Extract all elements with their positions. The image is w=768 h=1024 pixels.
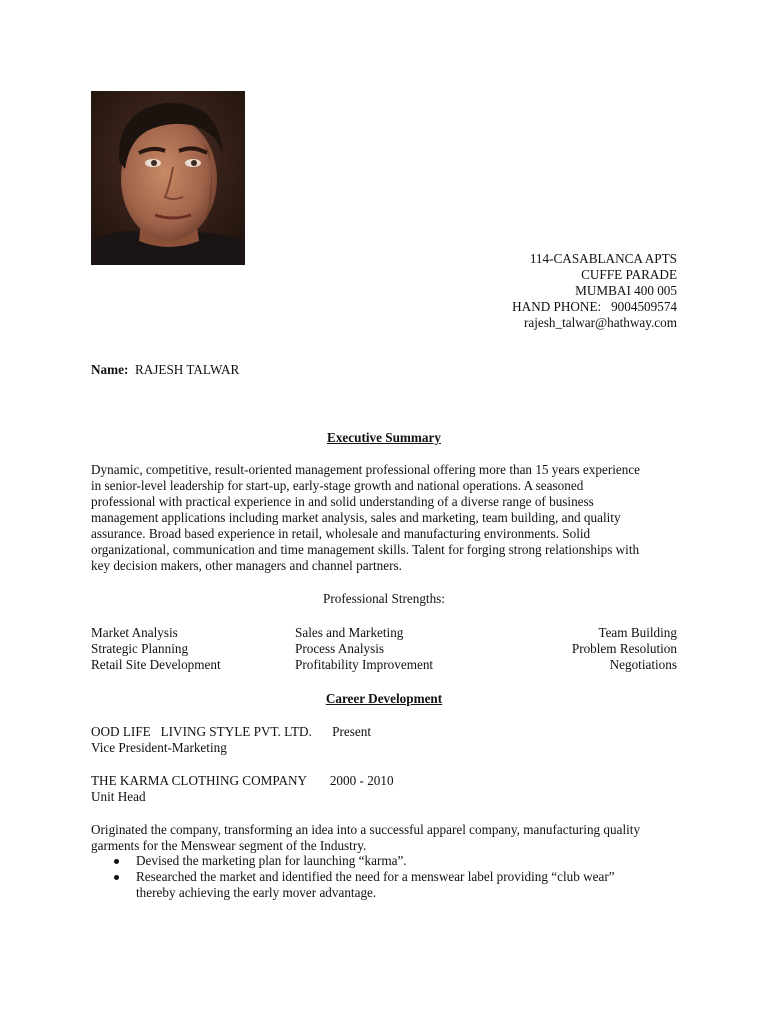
summary-line: management applications including market analysis, sales and marketing, team building, and quality	[91, 510, 621, 525]
job-role: Vice President-Marketing	[91, 740, 227, 755]
bullet-text: thereby achieving the early mover advantage.	[136, 885, 377, 900]
email-line: rajesh_talwar@hathway.com	[524, 315, 677, 330]
strength-item: Sales and Marketing	[295, 625, 404, 640]
job-dates: Present	[332, 724, 371, 739]
job-entry	[91, 724, 681, 756]
strengths-grid	[91, 625, 677, 673]
strength-item: Process Analysis	[295, 641, 385, 656]
job-role: Unit Head	[91, 789, 146, 804]
summary-line: key decision makers, other managers and channel partners.	[91, 558, 402, 573]
strength-item: Market Analysis	[91, 625, 178, 640]
address-block	[377, 251, 677, 331]
strength-item: Team Building	[598, 625, 677, 640]
strengths-column-1	[91, 625, 221, 673]
bullet-icon	[114, 859, 119, 864]
description-line: garments for the Menswear segment of the Industry.	[91, 838, 367, 853]
portrait-photo	[91, 91, 245, 265]
career-development-title: Career Development	[325, 691, 443, 706]
phone-line: HAND PHONE: 9004509574	[512, 299, 677, 314]
strengths-column-3	[572, 625, 677, 673]
job-entry	[91, 773, 681, 805]
strength-item: Problem Resolution	[571, 641, 677, 656]
address-line-2: CUFFE PARADE	[581, 267, 677, 282]
summary-line: organizational, communication and time management skills. Talent for forging strong relationships with	[91, 542, 640, 557]
bullet-text: Devised the marketing plan for launching “karma”.	[136, 853, 407, 868]
bullet-text: Researched the market and identified the need for a menswear label providing “club wear”	[136, 869, 615, 884]
job-company: THE KARMA CLOTHING COMPANY	[91, 773, 307, 788]
strengths-column-2	[295, 625, 433, 673]
executive-summary-title: Executive Summary	[327, 430, 441, 445]
list-item	[91, 869, 681, 901]
summary-line: in senior-level leadership for start-up, early-stage growth and national operations. A seasoned	[91, 478, 584, 493]
list-item	[91, 853, 681, 869]
strength-item: Retail Site Development	[91, 657, 221, 672]
executive-summary-text	[91, 462, 681, 574]
strength-item: Negotiations	[609, 657, 677, 672]
strengths-title: Professional Strengths:	[323, 591, 445, 606]
address-line-1: 114-CASABLANCA APTS	[529, 251, 677, 266]
strength-item: Strategic Planning	[91, 641, 189, 656]
job-company: OOD LIFE LIVING STYLE PVT. LTD.	[91, 724, 312, 739]
bullet-icon	[114, 875, 119, 880]
description-line: Originated the company, transforming an idea into a successful apparel company, manufacturing quality	[91, 822, 641, 837]
address-line-3: MUMBAI 400 005	[575, 283, 677, 298]
strength-item: Profitability Improvement	[295, 657, 434, 672]
summary-line: Dynamic, competitive, result-oriented management professional offering more than 15 years experience	[91, 462, 641, 477]
summary-line: professional with practical experience in and solid understanding of a diverse range of business	[91, 494, 594, 509]
name-value: RAJESH TALWAR	[134, 362, 240, 377]
achievement-list	[91, 853, 681, 901]
job-description	[91, 822, 681, 854]
job-dates: 2000 - 2010	[329, 773, 394, 788]
name-line	[91, 362, 239, 378]
summary-line: assurance. Broad based experience in retail, wholesale and manufacturing environments. Solid	[91, 526, 591, 541]
name-label: Name:	[91, 362, 129, 377]
